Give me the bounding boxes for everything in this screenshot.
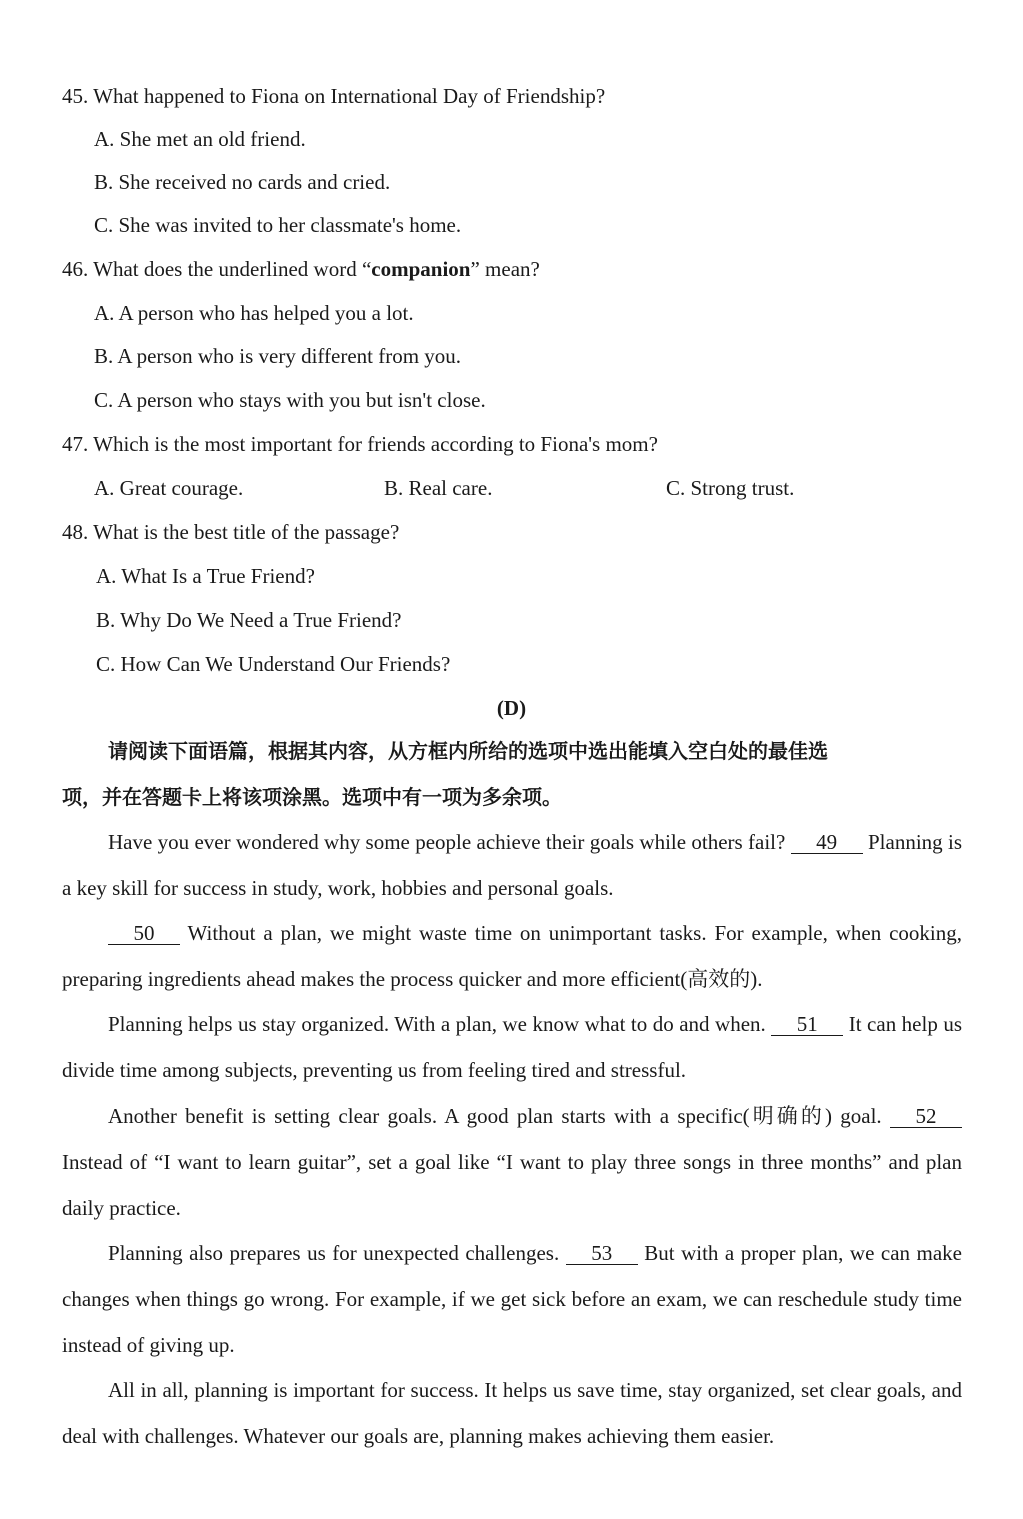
paragraph-5-text-b: But with a proper plan, we can make changes when things go wrong. For example, if we get sick before an exam, we can reschedule study time instead of giving up. bbox=[62, 1241, 962, 1357]
paragraph-3 bbox=[62, 1001, 962, 1093]
question-47-option-b: B. Real care. bbox=[384, 476, 493, 500]
question-46-option-b: B. A person who is very different from you. bbox=[94, 344, 462, 368]
question-46-keyword: companion bbox=[371, 257, 471, 281]
paragraph-3-text-b: It can help us divide time among subjects, preventing us from feeling tired and stressful. bbox=[62, 1012, 962, 1082]
blank-51[interactable]: 51 bbox=[771, 1013, 843, 1036]
instruction-line-2: 项，并在答题卡上将该项涂黑。选项中有一项为多余项。 bbox=[62, 785, 562, 809]
paragraph-5-text-a: Planning also prepares us for unexpected challenges. bbox=[108, 1241, 560, 1265]
question-46-stem-post: ” mean? bbox=[470, 257, 540, 281]
paragraph-6 bbox=[62, 1367, 962, 1459]
question-48-option-a: A. What Is a True Friend? bbox=[96, 564, 315, 588]
question-47-stem: 47. Which is the most important for friends according to Fiona's mom? bbox=[62, 432, 658, 456]
question-45-option-c: C. She was invited to her classmate's home. bbox=[94, 213, 462, 237]
paragraph-4-text-b: Instead of “I want to learn guitar”, set a goal like “I want to play three songs in three months” and plan daily practice. bbox=[62, 1150, 962, 1220]
paragraph-1 bbox=[62, 819, 962, 911]
question-48-option-c: C. How Can We Understand Our Friends? bbox=[96, 652, 451, 676]
blank-49[interactable]: 49 bbox=[791, 831, 863, 854]
paragraph-4-text-a: Another benefit is setting clear goals. A good plan starts with a specific(明确的) goal. bbox=[108, 1104, 882, 1128]
question-45-option-b: B. She received no cards and cried. bbox=[94, 170, 391, 194]
paragraph-2 bbox=[62, 910, 962, 1002]
question-47-option-a: A. Great courage. bbox=[94, 476, 244, 500]
paragraph-4 bbox=[62, 1093, 962, 1231]
question-46-option-c: C. A person who stays with you but isn't close. bbox=[94, 388, 486, 412]
question-46-option-a: A. A person who has helped you a lot. bbox=[94, 301, 414, 325]
question-46-stem-pre: 46. What does the underlined word “ bbox=[62, 257, 372, 281]
question-45-stem: 45. What happened to Fiona on International Day of Friendship? bbox=[62, 84, 606, 108]
paragraph-5 bbox=[62, 1230, 962, 1368]
paragraph-3-text-a: Planning helps us stay organized. With a plan, we know what to do and when. bbox=[108, 1012, 766, 1036]
paragraph-1-text-b: Planning is a key skill for success in study, work, hobbies and personal goals. bbox=[62, 830, 963, 900]
paragraph-2-text: Without a plan, we might waste time on unimportant tasks. For example, when cooking, preparing ingredients ahead makes the process quicker and more efficient(高效的). bbox=[62, 921, 963, 991]
question-47-option-c: C. Strong trust. bbox=[666, 476, 795, 500]
question-46-stem bbox=[62, 257, 540, 282]
paragraph-6-text: All in all, planning is important for success. It helps us save time, stay organized, set clear goals, and deal with challenges. Whatever our goals are, planning makes achieving them easier. bbox=[62, 1378, 962, 1448]
question-48-stem: 48. What is the best title of the passage? bbox=[62, 520, 400, 544]
question-48-option-b: B. Why Do We Need a True Friend? bbox=[96, 608, 402, 632]
section-d-label: (D) bbox=[496, 696, 527, 720]
blank-53[interactable]: 53 bbox=[566, 1242, 638, 1265]
paragraph-1-text-a: Have you ever wondered why some people achieve their goals while others fail? bbox=[108, 830, 786, 854]
instruction-line-1: 请阅读下面语篇，根据其内容，从方框内所给的选项中选出能填入空白处的最佳选 bbox=[108, 739, 828, 763]
blank-52[interactable]: 52 bbox=[890, 1105, 962, 1128]
question-45-option-a: A. She met an old friend. bbox=[94, 127, 306, 151]
blank-50[interactable]: 50 bbox=[108, 922, 180, 945]
section-d-instruction bbox=[62, 728, 962, 820]
